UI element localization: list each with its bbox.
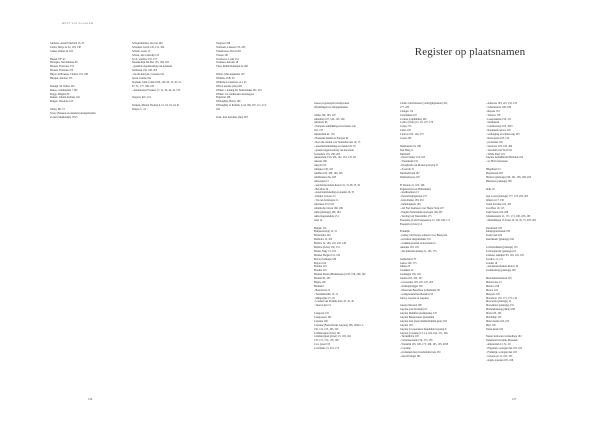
index-entry: - Vol een formwayse 11 bbox=[314, 199, 339, 203]
index-entry: - Surimaaam bbox=[486, 121, 500, 125]
index-entry: Frankrijk bbox=[400, 230, 410, 234]
index-entry: Axel 14 bbox=[314, 218, 323, 222]
index-entry: Nasser tennooies verdeedinge 102 bbox=[486, 335, 522, 339]
index-entry: Curommine 107 bbox=[400, 113, 417, 117]
index-entry: - zodigesuaunchetolikeland 150 bbox=[400, 292, 433, 296]
index-entry: - Assertiaterriekeling en Aandel 20, 35 bbox=[314, 191, 355, 195]
index-entry: - dus mielrenrontaung 21, 103, 175 bbox=[400, 249, 437, 253]
index-entry: Engeland (Groot-Brittannien) bbox=[400, 187, 431, 191]
index-entry: Den Haag 11 bbox=[400, 148, 414, 152]
index-entry: - Gosserema 103, 105, 107, 205 bbox=[400, 280, 434, 284]
index-entry: Goudkust 12 bbox=[400, 269, 414, 273]
index-entry: Antillenases Zee 108 bbox=[314, 175, 336, 179]
index-column-right-1 bbox=[314, 102, 396, 351]
index-entry: Amsterdam 42, 179 bbox=[314, 133, 335, 137]
index-entry: 47, 51, 177, 180, 183 bbox=[132, 84, 155, 88]
index-entry: Barbice 14, 109, 110, 120, 128 bbox=[314, 242, 346, 246]
index-entry: Holtegen, Jean Dierkes 60 bbox=[50, 61, 78, 65]
index-entry: Hopemaade 205 bbox=[486, 172, 503, 176]
index-entry: Moermoer 170, 171, 175, 116 bbox=[486, 296, 517, 300]
index-entry: - Sesuveve 103, 103, 204 bbox=[486, 144, 513, 148]
index-entry: Guyana Benearauuna (bonadmiu bbox=[400, 315, 435, 319]
index-entry: - Eersuchreptigalaren 175 bbox=[400, 195, 427, 199]
page-number-right: 217 bbox=[512, 398, 517, 401]
index-entry: Thayer, L. 55 bbox=[132, 108, 147, 112]
index-entry: Ghana 25 bbox=[400, 265, 411, 269]
index-column-left-1 bbox=[50, 42, 128, 120]
index-entry: Sorinamee 155, 168, 203 bbox=[314, 152, 341, 156]
index-entry: Antwerpen 15 bbox=[314, 179, 329, 183]
index-entry: Caesgoari 155 bbox=[314, 312, 329, 316]
index-entry: Willeime Loonsmere, A.J. 25 bbox=[216, 80, 247, 84]
index-entry: Keertkanetr (plantage) 192 bbox=[486, 238, 514, 242]
index-entry: Amerinen 107, 126, 125, 149 bbox=[314, 117, 345, 121]
index-entry: Gutberlo, Arend Friedrich 15, 25 bbox=[50, 42, 85, 45]
index-entry: Angola 105 bbox=[314, 164, 327, 168]
index-entry: - handel: Curacao 15 bbox=[314, 195, 336, 199]
index-entry: El Dorado 21, 105, 106 bbox=[400, 183, 425, 187]
index-entry: Antonnes, Fort 103 bbox=[314, 203, 335, 207]
index-entry: Guyana Demifien (zemijuanie) 170 bbox=[400, 312, 437, 316]
index-entry: - Guyana en 15, 103, 105 bbox=[486, 354, 513, 358]
index-entry: - ze: Holl Gebesonse bbox=[486, 160, 508, 164]
index-entry: Curtito van Deleaterr (verdrijgingsberen) 101, bbox=[400, 102, 448, 105]
index-entry: Guyana (ook Dwande) 10 bbox=[400, 308, 427, 312]
index-entry: - Mingodyke 15, 18 bbox=[314, 296, 335, 300]
index-entry: Raleigh, Sir Walter 103 bbox=[50, 84, 75, 88]
index-entry: Willem 111, stadhouder Anonnegeve bbox=[216, 92, 255, 96]
index-entry: - Amsterdam 13, 51, 20 bbox=[486, 343, 511, 347]
index-entry: La Ronglicaiar (plantage) 16 bbox=[486, 249, 516, 253]
index-entry: Breusel 62, 103 bbox=[314, 277, 331, 281]
index-entry: Commewijne (rivier) 101 bbox=[314, 331, 341, 335]
index-entry: Bremen Preent (Bremnspeeet) 150, 159, 160, 192 bbox=[314, 273, 366, 277]
index-entry: Surgeon, R.S. 101 bbox=[132, 96, 151, 100]
index-entry: Willoughby of Parham, Lord 106, 107, 111, 113, bbox=[216, 104, 267, 108]
index-entry: Muur Zeeme 195, 105 bbox=[486, 319, 510, 323]
index-entry: Schoppenbruins, Jan van 108 bbox=[132, 42, 163, 45]
index-entry: Rogge, Brigitte 80 bbox=[50, 92, 70, 96]
index-entry: Brasilie 125 bbox=[314, 269, 327, 273]
index-entry: - Vreedamt van Wolf 101 bbox=[486, 148, 513, 152]
index-entry: Vriesee 181 bbox=[216, 53, 229, 57]
index-entry: - Petrer Jonker 153, 165 bbox=[400, 156, 425, 160]
index-entry: - Inveghardt van Mosterop Kryng 21 bbox=[400, 164, 439, 168]
index-entry: Huyze de Brueges, Charles 152, 168 bbox=[50, 73, 88, 77]
index-entry: Walter, John Augustine 107 bbox=[216, 73, 245, 77]
index-entry: Kraiu beak 100 bbox=[486, 234, 502, 238]
page-title: Register op plaatsnamen bbox=[414, 46, 526, 58]
index-entry: Johannesaarna 21, 171, 171, 180, 183, 163 bbox=[486, 214, 531, 218]
index-entry: Willems, W.B. 54 bbox=[216, 77, 235, 81]
index-entry: - Mosertaer Bererffaar (scheiliende 58 bbox=[400, 288, 440, 292]
index-entry: Cubre 105 bbox=[400, 129, 411, 133]
index-entry: - Cayenne bbox=[400, 347, 411, 351]
index-entry: - Vietreer 178 bbox=[486, 113, 501, 117]
index-entry: Rengel, Theodore 125 bbox=[50, 100, 74, 104]
index-entry: Meeranmanodeneak 103 bbox=[486, 277, 512, 281]
index-entry: Myrt 105 bbox=[486, 323, 496, 327]
index-entry: Mexco 103 bbox=[486, 288, 498, 292]
index-entry: La Demohnene (plantage) 155 bbox=[486, 245, 518, 249]
index-entry: - Lonniert der Romme drier 35, 35, 45 bbox=[314, 300, 354, 304]
index-entry: Guyana Andrshinsaln Hollande 104 bbox=[486, 156, 524, 160]
index-entry: - henrollamer 183, 201 bbox=[400, 199, 424, 203]
index-entry: - Cenanvenogs 103, 1025 bbox=[486, 125, 513, 129]
index-entry: Naiee kerek 100 bbox=[486, 327, 503, 331]
index-entry: Guyana (Cayenne) 13, 14, 104, 104, 151, 160, bbox=[400, 331, 449, 335]
index-entry: Coro (raset 155 bbox=[314, 343, 331, 347]
index-entry: Guarga Weersen 108 bbox=[400, 304, 422, 308]
index-entry: - Leeepssuelde 150, 151 bbox=[486, 117, 512, 121]
index-entry: - dedlargbruigger 165 bbox=[400, 284, 423, 288]
index-entry: Bogota 103 bbox=[314, 261, 327, 265]
index-entry: Veemeee, Antonie 18 bbox=[216, 61, 239, 65]
index-entry: Duitsland bbox=[400, 152, 411, 156]
index-entry: Amsterdam, Fort 104, 132, 152, 170, 94 bbox=[314, 156, 356, 160]
index-entry: - Bassenka handel en Europes 92 bbox=[314, 137, 349, 141]
index-entry: Schreiner, Gerrit 145, 151, 164 bbox=[132, 45, 165, 49]
index-entry: Antillen 103, 180, 190, 205 bbox=[314, 172, 343, 176]
index-entry: 170, 171, 172, 179, 190 bbox=[314, 339, 339, 343]
index-entry: Tennent, Marten Thomas 9, 15, 16, 19, 24, 91 bbox=[132, 104, 180, 108]
index-entry: Gokke, Ruben du 103 bbox=[50, 49, 73, 53]
index-entry: Essequibo (rivier) 14 bbox=[400, 222, 422, 226]
index-entry: Cayenne (Frans-Parana Guyana) 106, 165m 11, bbox=[314, 323, 364, 327]
index-entry: Cayenne 106 bbox=[314, 319, 328, 323]
index-entry: - ruil Fort Saemaaer over Nieuw York 107 bbox=[400, 207, 444, 211]
index-entry: Schout, Jan Lodewijk 155 bbox=[132, 53, 160, 57]
index-entry: - Ronaipaah aeraoo 105 bbox=[486, 129, 511, 133]
index-entry: Housen, Franscke 155 bbox=[50, 69, 74, 73]
index-entry: - Zoorrom 15 bbox=[400, 168, 414, 172]
index-entry: Hausel, F.F. 41 bbox=[50, 57, 66, 61]
index-entry: - Vreskrijk 105, 106, 175, 106, 165, 105, 2058 bbox=[400, 343, 449, 347]
index-entry: - Vaerrot met 15 bbox=[314, 304, 331, 308]
index-entry: Gunvy, Gayane en Guyanes bbox=[400, 296, 429, 300]
index-entry: - zeekkilaopraaren en kolonerie in bbox=[400, 242, 436, 246]
index-entry: Indie 19 bbox=[486, 187, 495, 191]
index-entry: Antiques 130, 165 bbox=[314, 168, 334, 172]
index-entry: Amsterdo 95 bbox=[314, 121, 328, 125]
index-entry: Banjaarssanyig 12, 15 bbox=[314, 230, 337, 234]
index-entry: Guyana 103 bbox=[400, 323, 413, 327]
index-entry: Schröer, Geert 15 bbox=[132, 49, 151, 53]
index-entry: - verhorgheg en valliaroong 103 bbox=[486, 133, 520, 137]
index-entry: Banjaar 151 bbox=[314, 226, 327, 230]
index-entry: Coromsine 15, 201, 175 bbox=[314, 347, 340, 351]
index-entry: - Reesogrdas 103, 154 bbox=[486, 137, 510, 141]
index-entry: Cottica (rivier) 15, 16, 107, 179 bbox=[400, 121, 433, 125]
index-entry: Moerwerk (plantage) 12 bbox=[486, 300, 512, 304]
index-entry: - Recoche ventuk over Suriname naar 19, 15 bbox=[314, 140, 361, 144]
index-entry: Joden Savanne 102, 105 bbox=[486, 203, 512, 207]
index-entry: Willem 1, koning der Nederlanden 201, 201 bbox=[216, 88, 262, 92]
index-entry: Atlantische Ocean 168, 199 bbox=[314, 207, 343, 211]
index-entry: - automatisecledele Rouwt 31, 31-39, 53, 35 bbox=[314, 183, 361, 187]
index-entry: Cornise (roipimbine) 100 bbox=[400, 117, 427, 121]
index-entry: - Attentievaart Formers 17, 21, 33, 44, 45, 125 bbox=[132, 88, 181, 92]
index-entry: Japi Loavi (plantage) 177, 178, 203, 205 bbox=[486, 195, 529, 199]
index-entry: Moltenebekaag (plantr) 168 bbox=[486, 308, 515, 312]
index-entry: Barbice (rivier) 150, 151 bbox=[314, 245, 340, 249]
index-entry: - mocht Anteyen, Cornelia van bbox=[132, 73, 164, 77]
index-entry: Bonaire 191 bbox=[314, 265, 327, 269]
index-entry: Commewijnen (rivier) 15, 193, 162 bbox=[314, 335, 351, 339]
index-entry: Engeland 108 bbox=[216, 96, 231, 100]
index-entry: - Engeland, oorlogen met 103, 105 bbox=[486, 347, 523, 351]
index-entry: Santer, Mr. 72 bbox=[50, 108, 65, 112]
index-entry: Auha magaseledele 151 bbox=[314, 214, 339, 218]
page-number-left: 216 bbox=[88, 398, 93, 401]
index-entry: - Scheemaerve 106, 109 bbox=[486, 105, 512, 109]
index-entry: - beldag van Europe schreeve voor Benoyaan bbox=[400, 234, 448, 238]
index-entry: - Vieremaam 155 bbox=[400, 160, 418, 164]
index-entry: - gedeelde eigenmorking van Adriaans bbox=[132, 65, 173, 69]
index-entry: - Englstr Nederlandse Oorlogen 106-105 bbox=[400, 210, 443, 214]
index-entry: Storkum, Jalin Colerid 106, 143, 93, 15, 20, 21, bbox=[132, 80, 182, 84]
index-entry: - maal Portugal 181 bbox=[400, 354, 421, 358]
index-entry: Hollaart (plantage) 190, 161, 165, 168, 203 bbox=[486, 175, 531, 179]
index-entry: Genoe ps gesoegde trerrekjooneer bbox=[314, 102, 350, 105]
index-entry: Barbarenbo 202 bbox=[314, 234, 331, 238]
index-entry: - Bezerrelon 21 bbox=[314, 288, 331, 292]
index-entry: Husenese (plantage) 190 bbox=[486, 179, 512, 183]
index-column-right-3 bbox=[486, 102, 568, 363]
index-column-left-3 bbox=[216, 42, 294, 120]
index-entry: - engele toestaan 105, 168 bbox=[486, 358, 514, 362]
right-page bbox=[300, 0, 600, 427]
index-entry: Jodie Suada 100, 209 bbox=[486, 210, 509, 214]
index-entry: Bevon Zoshteipe 189 bbox=[314, 257, 337, 261]
index-entry: Londen 16 bbox=[486, 261, 498, 265]
index-entry: Moin 103, 103 bbox=[486, 312, 502, 316]
index-entry: Anessia 169 bbox=[314, 160, 327, 164]
index-entry: - afhandlingen 15 Trans 16, 34, 35, 75, 203, 205 bbox=[486, 218, 536, 222]
index-entry: Genoa 100, 175 bbox=[400, 261, 417, 265]
index-entry: - Beveiton 20 bbox=[314, 187, 329, 191]
index-entry: Lanbese, zeknilerr 95, 119, 101, 105 bbox=[486, 253, 524, 257]
index-entry: Jamaica 117, 150 bbox=[486, 199, 504, 203]
index-entry: Kniegsgrandreleak 183 bbox=[486, 230, 511, 234]
index-entry: - Frankrijk, oorlogen met 103 bbox=[486, 351, 517, 354]
index-entry: Nederland Ooostjale Brasenen bbox=[486, 339, 518, 343]
index-entry: Guiana 103, 105, 107 bbox=[400, 277, 423, 281]
index-entry: Groningen 150, 102 bbox=[400, 273, 421, 277]
index-entry: Mereico 106 bbox=[486, 284, 500, 288]
index-entry: Moesemeer (plantage) 155 bbox=[486, 304, 514, 308]
index-entry: Bernner Bergen 151, 162 bbox=[314, 253, 341, 257]
index-entry: - Assermellermeldings en Aandel 20, 35 bbox=[314, 144, 356, 148]
index-entry: 105, 155 bbox=[314, 129, 324, 133]
index-entry: Leorhoo 11, 111 bbox=[486, 257, 503, 261]
index-entry: Caesgoareer 165 bbox=[314, 315, 332, 319]
index-entry: Scott, weduwe 155, 157 bbox=[132, 57, 157, 61]
index-entry: Renes, commandant ? 192 bbox=[50, 88, 78, 92]
index-entry: Hilgelhaalt 15 bbox=[486, 168, 501, 172]
index-entry: Curugee 112 bbox=[400, 109, 414, 113]
index-entry: Curacao 103, 129, 173 bbox=[400, 133, 424, 137]
index-entry: - inmeridgmale 103 bbox=[400, 203, 421, 207]
index-entry: Bremend bbox=[314, 284, 324, 288]
index-entry: Zaan, Jean Antoinee (dus) 203 bbox=[216, 115, 248, 119]
index-entry: offisiallingen en afsluppelendeer bbox=[314, 105, 348, 109]
index-entry: - skolhaarnnon 13 bbox=[400, 191, 419, 195]
index-entry: Housen, Francoise 153 bbox=[50, 65, 74, 69]
index-entry: Sieenkadrijk Jan Piet 155, 168, 163 bbox=[132, 61, 169, 65]
index-entry: 182 bbox=[216, 108, 220, 112]
index-entry: Wiltz Laurente (dus) 203 bbox=[216, 84, 243, 88]
index-entry: Reuner, Johann Andreas 142 bbox=[50, 96, 80, 100]
index-entry: Verhouen, Laureus 155, 203 bbox=[216, 45, 246, 49]
running-head: MUNT VAN HAARLEM bbox=[62, 22, 94, 25]
index-entry: Sentmaan 150, 168, 203 bbox=[132, 69, 158, 73]
index-entry: Cesrre 163 bbox=[400, 137, 412, 141]
index-entry: Mobildlap 155 bbox=[486, 315, 502, 319]
index-entry: - Verdedilvlar 103 bbox=[400, 335, 419, 339]
index-entry: Barnes Nagy 13, 105 bbox=[314, 249, 336, 253]
index-entry: - probrainia 105 bbox=[486, 140, 503, 144]
index-entry: Willoughby, Henry 106 bbox=[216, 100, 241, 104]
index-entry: Guyana (Cooperatieve Republiek Guyana) 8 bbox=[400, 327, 447, 331]
index-entry: - Europesr aanblikking en kolonerie van bbox=[314, 125, 356, 129]
index-entry: Amerika 103, 105 bbox=[400, 245, 419, 249]
index-entry: - gedeeld eigenwerdong van kolonerie bbox=[314, 148, 354, 152]
index-entry: Afrika 104, 105, 107 bbox=[314, 113, 336, 117]
index-entry: Damnaderoere 187 bbox=[400, 175, 420, 179]
index-column-right-2 bbox=[400, 102, 482, 359]
index-entry: - Aalsstras 103, 125, 152, 153 bbox=[486, 102, 517, 105]
index-entry: - automatisecleadele Rouwi 16 bbox=[486, 265, 519, 269]
index-entry: Mergano 105 bbox=[486, 292, 500, 296]
index-entry: Veegveer 168 bbox=[216, 42, 231, 45]
index-entry: 177, 183 bbox=[400, 105, 410, 109]
index-entry: Visse, Reindt Reinrijen de 168 bbox=[216, 65, 248, 69]
index-entry: Auha (plantage) 190, 194 bbox=[314, 210, 341, 214]
index-entry: Essequibo (Latin Essequesbo) 15, 106, 106, 171 bbox=[400, 218, 451, 222]
index-entry: Leemnesberg (plantage) 165 bbox=[486, 269, 516, 273]
index-entry: Kleckbaulr 183 bbox=[486, 226, 503, 230]
index-entry: - 'Wilde Kust' 103 bbox=[486, 152, 505, 156]
index-entry: Gobbi, Diego de 52, 103, 130 bbox=[50, 45, 81, 49]
index-entry: Brijele 100 bbox=[314, 280, 326, 284]
index-entry: 150, 112, 155, 165, 201 bbox=[314, 327, 339, 331]
index-entry: Meneroolae 15 bbox=[486, 280, 502, 284]
index-entry: Guyana man (Guvu Ramaalbahnnt guar) 183 bbox=[400, 319, 447, 323]
index-entry: - Cernenselonnie 150, 175, 165 bbox=[400, 339, 433, 343]
index-entry: Gelderland 175 bbox=[400, 257, 417, 261]
index-entry: Savoy (Nassaus en Aandere (sleutgebonden- bbox=[50, 112, 97, 116]
index-entry: - Repese 153 bbox=[486, 109, 500, 113]
index-entry: Veerboeve, Louis 151 bbox=[216, 57, 239, 61]
index-entry: - Verdrag van Westermlist 175 bbox=[400, 214, 432, 218]
index-column-left-2 bbox=[132, 42, 212, 112]
index-entry: Joos Beet 19, 115 bbox=[486, 207, 505, 211]
index-entry: Duitsladsbonk 187 bbox=[400, 172, 420, 176]
index-entry: en beer-Sluiskeriijs) 153,5 bbox=[50, 115, 78, 119]
index-entry: Vandelveese, David 201 bbox=[216, 49, 242, 53]
index-entry: Hulsput, Antoine 153 bbox=[50, 77, 73, 81]
index-entry: Coupe 173 bbox=[400, 125, 412, 129]
index-entry: Sprak, Ioanne 164 bbox=[132, 77, 151, 81]
index-entry: - Verzlimmerhet 15, 15 bbox=[314, 292, 339, 296]
index-entry: - kolonisle anegemalakes 155 bbox=[400, 238, 431, 242]
index-entry: - promenen mars vreadeilelne baie 150 bbox=[400, 351, 441, 354]
index-entry: Damenenen 19, 189 bbox=[400, 144, 421, 148]
index-entry: Barbados 12, 105 bbox=[314, 238, 333, 242]
